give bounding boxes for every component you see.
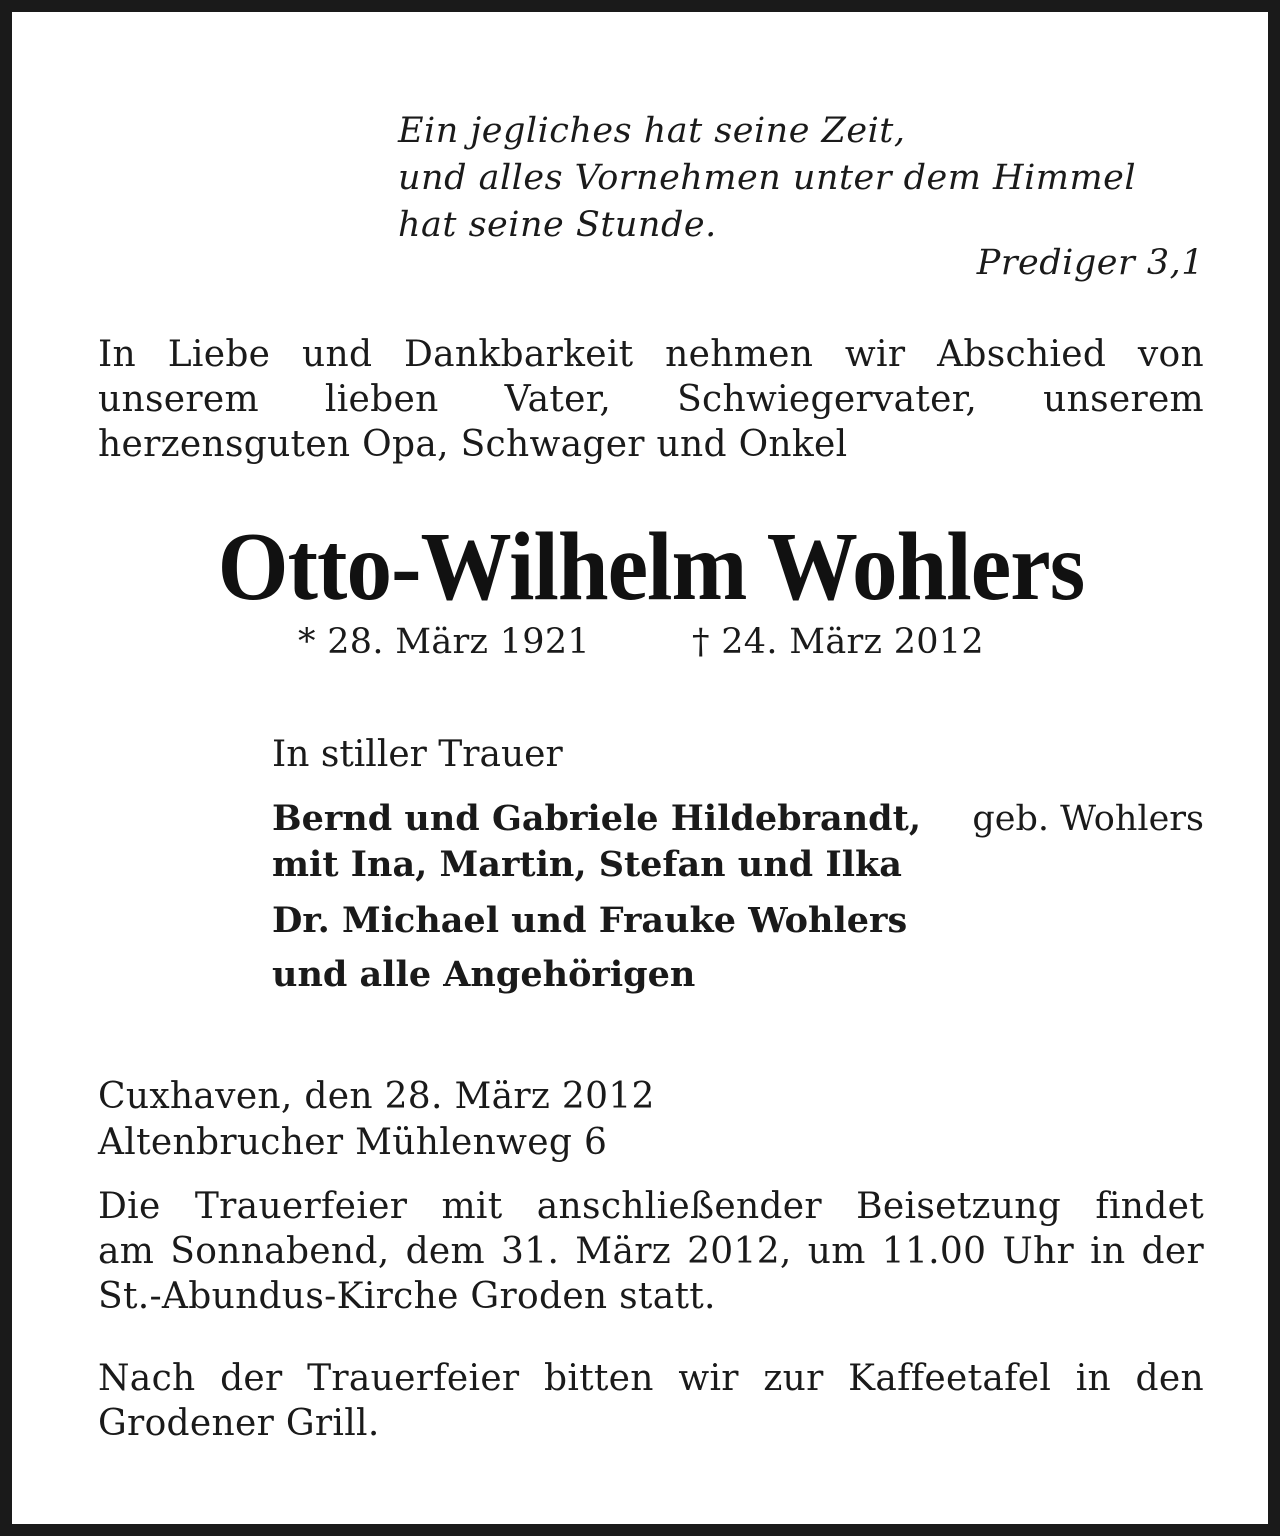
deceased-name: Otto-Wilhelm Wohlers	[217, 513, 1085, 621]
reception-info	[98, 1356, 1204, 1446]
mourner-line: mit Ina, Martin, Stefan und Ilka	[272, 844, 902, 885]
death-date: † 24. März 2012	[692, 622, 984, 662]
quote-line: und alles Vornehmen unter dem Himmel	[398, 158, 1137, 198]
quote-line: Ein jegliches hat seine Zeit,	[398, 111, 906, 151]
ceremony-line: Die Trauerfeier mit anschließender Beisetzung findet	[98, 1186, 1204, 1227]
reception-line: Grodener Grill.	[98, 1403, 380, 1444]
maiden-name: geb. Wohlers	[972, 799, 1204, 839]
mourner-line: Dr. Michael und Frauke Wohlers	[272, 900, 908, 941]
mourner-line	[272, 796, 1204, 842]
birth-date: * 28. März 1921	[298, 622, 590, 662]
intro-line: herzensguten Opa, Schwager und Onkel	[98, 424, 848, 465]
ceremony-info	[98, 1184, 1204, 1319]
mourner-line: und alle Angehörigen	[272, 954, 696, 995]
ceremony-line: St.-Abundus-Kirche Groden statt.	[98, 1276, 716, 1317]
intro-line: In Liebe und Dankbarkeit nehmen wir Abschied von	[98, 334, 1204, 375]
mourning-heading: In stiller Trauer	[272, 734, 563, 775]
bible-quote	[398, 108, 1204, 249]
address: Altenbrucher Mühlenweg 6	[98, 1122, 608, 1163]
quote-source: Prediger 3,1	[976, 243, 1204, 283]
reception-line: Nach der Trauerfeier bitten wir zur Kaffeetafel in den	[98, 1358, 1204, 1399]
quote-line: hat seine Stunde.	[398, 205, 717, 245]
ceremony-line: am Sonnabend, dem 31. März 2012, um 11.00 Uhr in der	[98, 1231, 1204, 1272]
mourner-names: Bernd und Gabriele Hildebrandt,	[272, 798, 922, 839]
place-and-date: Cuxhaven, den 28. März 2012	[98, 1076, 655, 1117]
farewell-intro	[98, 332, 1204, 467]
intro-line: unserem lieben Vater, Schwiegervater, unserem	[98, 379, 1204, 420]
